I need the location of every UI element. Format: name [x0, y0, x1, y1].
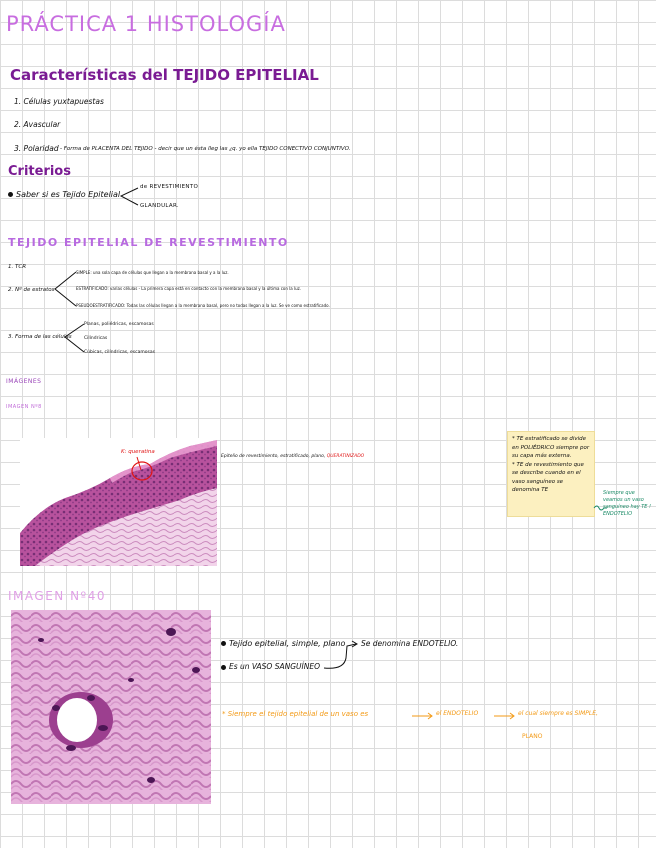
criterios-text: Saber si es Tejido Epitelial: [16, 190, 121, 199]
endotelio-note-1: * Siempre el tejido epitelial de un vaso es: [222, 710, 369, 718]
sticky-note: [507, 431, 595, 517]
endotelio-note-4: PLANO: [522, 733, 543, 740]
image2-bullet-2-text: Es un VASO SANGUÍNEO: [229, 662, 320, 671]
keratin-annotation: K: queratina: [121, 449, 155, 455]
histology-image-vessel: [11, 610, 211, 804]
page-title: PRÁCTICA 1 HISTOLOGÍA: [6, 12, 286, 36]
image2-bullet-1-text: Tejido epitelial, simple, plano: [229, 639, 346, 648]
criterios-option: de REVESTIMIENTO: [140, 184, 199, 190]
image2-label: IMAGEN Nº40: [8, 589, 106, 603]
estratos-note: PSEUDOESTRATIFICADO: Todas las células llegan a la membrana basal, pero no todas llegan a la luz. Se ve como estratificado.: [76, 303, 330, 308]
list-item: 2. Avascular: [14, 120, 61, 129]
criterios-option: GLANDULAR.: [140, 203, 179, 209]
polaridad-note: - Forma de PLACENTA DEL TEJIDO - decir que un ésta lleg las ¿q. yo ella TEJIDO CONECTIVO CONJUNTIVO.: [60, 146, 351, 152]
sticky-note-line: * TE estratificado se divide en POLIÉDRICO siempre por su capa más externa.: [512, 436, 590, 459]
list-item: 3. Polaridad: [14, 144, 59, 153]
list-item: 1. TCR: [8, 264, 27, 270]
image2-bullet-2: [221, 662, 320, 671]
criterios-line: [8, 190, 120, 199]
arrow-icon: [135, 456, 145, 472]
arrow-right-icon: [412, 712, 434, 720]
side-note-vaso: Siempre que veamos un vaso sanguíneo hay TE ! ENDOTELIO: [603, 490, 652, 517]
endotelio-note-2: el ENDOTELIO: [436, 710, 479, 717]
brace-icon: [118, 186, 140, 208]
revestimiento-heading: TEJIDO EPITELIAL DE REVESTIMIENTO: [8, 236, 289, 249]
sticky-note-line: * TE de revestimiento que se describe cuando en el vaso sanguíneo se denomina TE: [512, 461, 584, 493]
forma-note: Cúbicas, cilíndricas, escamosas: [84, 350, 155, 355]
estratos-note: SIMPLE: una sola capa de células que llegan a la membrana basal y a la luz.: [76, 270, 229, 275]
image2-result: Se denomina ENDOTELIO.: [361, 639, 459, 648]
image1-caption: [221, 454, 364, 459]
image1-caption-text: Epitelio de revestimiento, estratificado, plano,: [221, 454, 326, 459]
estratos-note: ESTRATIFICADO: varias células - La primera capa está en contacto con la membrana basal y la última con la luz.: [76, 286, 302, 291]
list-item: 2. Nº de estratos: [8, 287, 55, 293]
forma-note: Cilíndricas: [84, 336, 108, 341]
brace-icon: [62, 322, 86, 354]
section-heading-caracteristicas: Características del TEJIDO EPITELIAL: [10, 66, 319, 84]
arrow-right-icon: [494, 712, 516, 720]
histology-image-skin: [20, 438, 217, 566]
endotelio-note-3: el cual siempre es SIMPLE,: [518, 710, 598, 717]
image1-caption-red: QUERATINIZADO: [326, 454, 365, 459]
bullet-dot: [8, 192, 13, 197]
image1-label: IMAGEN Nº8: [6, 404, 42, 410]
criterios-heading: Criterios: [8, 164, 71, 179]
connector-arrow-icon: [322, 640, 358, 674]
brace-icon: [52, 270, 78, 310]
list-item: 1. Células yuxtapuestas: [14, 97, 104, 106]
bullet-dot: [221, 665, 226, 670]
list-item: 3. Forma de las células: [8, 334, 72, 340]
bullet-dot: [221, 641, 226, 646]
imagenes-heading: IMÁGENES: [6, 378, 42, 385]
forma-note: Planas, poliédricas, escamosas: [84, 322, 154, 327]
